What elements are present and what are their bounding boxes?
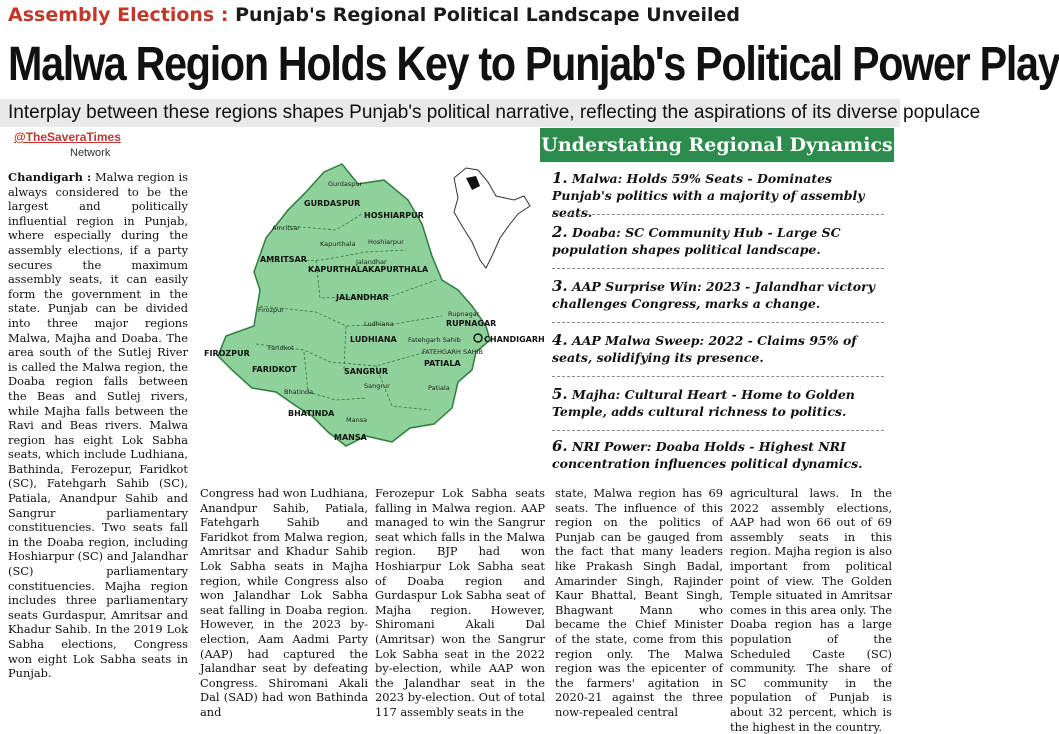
region-label-jalandhar: JALANDHAR: [336, 293, 389, 302]
town-label-gurdaspur: Gurdaspur: [328, 180, 363, 188]
panel-item-1-number: 1.: [552, 169, 568, 187]
panel-item-3-number: 3.: [552, 277, 568, 295]
town-label-jalandhar: Jalandhar: [356, 258, 387, 266]
panel-divider: [552, 214, 884, 215]
region-label-sangrur: SANGRUR: [344, 367, 389, 376]
article-column-1: [8, 170, 188, 722]
panel-divider: [552, 430, 884, 431]
panel-divider: [552, 268, 884, 269]
subhead: Interplay between these regions shapes Punjab's political narrative, reflecting the aspirations of its diverse populace: [0, 99, 900, 127]
region-label-bhatinda: BHATINDA: [288, 409, 335, 418]
region-label-ludhiana: LUDHIANA: [350, 335, 397, 344]
panel-item-3-text: AAP Surprise Win: 2023 - Jalandhar victory challenges Congress, marks a change.: [552, 279, 875, 311]
town-label-mansa: Mansa: [346, 416, 368, 424]
kicker-text: Punjab's Regional Political Landscape Unveiled: [235, 4, 741, 26]
panel-item-4: [552, 332, 884, 366]
region-label-amritsar: AMRITSAR: [260, 255, 307, 264]
regional-dynamics-panel: [540, 128, 894, 478]
panel-item-5: [552, 386, 884, 420]
article-column-2: Congress had won Ludhiana, Anandpur Sahib, Patiala, Fatehgarh Sahib and Faridkot from Malwa region, Amritsar and Khadur Sahib Lok Sabha seats in Majha region, while Congress also won Jalandhar Lok Sabha seat falling in Doaba region. However, in the 2023 by-election, Aam Aadmi Party (AAP) had captured the Jalandhar seat by defeating Congress. Shiromani Akali Dal (SAD) had won Bathinda and: [200, 486, 369, 719]
article-column-5: agricultural laws. In the 2022 assembly elections, AAP had won 66 out of 69 assembly seats in this region. Majha region is also important from political point of view. The Golden Temple situated in Amritsar comes in this area only. The Doaba region has a large population of the Scheduled Caste (SC) community. The share of SC community in the population of Punjab is about 32 percent, which is the highest in the country.: [730, 486, 892, 734]
panel-item-4-number: 4.: [552, 331, 568, 349]
panel-item-6-text: NRI Power: Doaba Holds - Highest NRI concentration influences political dynamics.: [552, 439, 863, 471]
panel-divider: [552, 322, 884, 323]
town-label-faridkot: Faridkot: [268, 344, 294, 352]
panel-item-3: [552, 278, 884, 312]
byline-handle: @TheSaveraTimes: [14, 130, 121, 144]
headline: Malwa Region Holds Key to Punjab's Political Power Play: [8, 38, 1059, 91]
town-label-amritsar: Amritsar: [272, 224, 300, 232]
article-text-1: Malwa region is always considered to be the largest and politically influential region in Punjab, where especially during the assembly elections, if a party secures the maximum assembly seats, it can easily form the government in the state. Punjab can be divided into three major regions Malwa, Majha and Doaba. The area south of the Sutlej River is called the Malwa region, the Doaba region falls between the Beas and Sutlej rivers, while Majha falls between the Ravi and Beas rivers. Malwa region has eight Lok Sabha seats, which include Ludhiana, Bathinda, Ferozepur, Faridkot (SC), Fatehgarh Sahib (SC), Patiala, Anandpur Sahib and Sangrur parliamentary constituencies. Two seats fall in the Doaba region, including Hoshiarpur (SC) and Jalandhar (SC) parliamentary constituencies. Majha region includes three parliamentary seats Gurdaspur, Amritsar and Khadur Sahib. In the 2019 Lok Sabha elections, Congress won eight Lok Sabha seats in Punjab.: [8, 170, 188, 681]
town-label-kapurthala: Kapurthala: [320, 240, 356, 248]
region-label-firozpur: FIROZPUR: [204, 349, 250, 358]
town-label-fatehgarh-sahib-district: FATEHGARH SAHIB: [422, 348, 483, 356]
town-label-rupnagar: Rupnagar: [448, 310, 480, 318]
town-label-bhatinda: Bhatinda: [284, 388, 314, 396]
region-label-gurdaspur: GURDASPUR: [304, 199, 361, 208]
town-label-ludhiana: Ludhiana: [364, 320, 394, 328]
town-label-sangrur: Sangrur: [364, 382, 390, 390]
dateline: Chandigarh :: [8, 170, 92, 184]
town-label-patiala: Patiala: [428, 384, 450, 392]
region-label-kapurthala-2: KAPURTHALA: [368, 265, 429, 274]
panel-item-2-number: 2.: [552, 223, 568, 241]
india-locator-inset: [454, 168, 530, 268]
panel-item-5-text: Majha: Cultural Heart - Home to Golden Temple, adds cultural richness to politics.: [552, 387, 855, 419]
kicker-prefix: Assembly Elections :: [8, 4, 229, 26]
panel-item-2: [552, 224, 884, 258]
panel-item-4-text: AAP Malwa Sweep: 2022 - Claims 95% of seats, solidifying its presence.: [552, 333, 857, 365]
region-label-mansa: MANSA: [334, 433, 367, 442]
region-label-chandigarh: CHANDIGARH: [484, 335, 545, 344]
panel-title: Understating Regional Dynamics: [540, 128, 894, 162]
article-column-3: Ferozepur Lok Sabha seats falling in Malwa region. AAP managed to win the Sangrur seat which falls in the Malwa region. BJP had won Hoshiarpur Lok Sabha seat of Doaba region and Gurdaspur Lok Sabha seat of Majha region. However, Shiromani Akali Dal (Amritsar) won the Sangrur Lok Sabha seat in the 2022 by-election, while AAP won the Jalandhar seat in the 2023 by-election. Out of total 117 assembly seats in the: [375, 486, 545, 719]
town-label-fatehgarh-sahib: Fatehgarh Sahib: [408, 336, 461, 344]
panel-item-2-text: Doaba: SC Community Hub - Large SC population shapes political landscape.: [552, 225, 841, 257]
town-label-firozpur: Firozpur: [258, 306, 284, 314]
region-label-kapurthala-1: KAPURTHALA: [308, 265, 369, 274]
region-label-patiala: PATIALA: [424, 359, 461, 368]
region-label-hoshiarpur: HOSHIARPUR: [364, 211, 424, 220]
panel-item-6: [552, 438, 884, 472]
town-label-hoshiarpur: Hoshiarpur: [368, 238, 404, 246]
region-label-faridkot: FARIDKOT: [252, 365, 297, 374]
region-label-rupnagar: RUPNAGAR: [446, 319, 497, 328]
punjab-map: [196, 130, 545, 480]
panel-divider: [552, 376, 884, 377]
panel-item-6-number: 6.: [552, 437, 568, 455]
panel-item-1-text: Malwa: Holds 59% Seats - Dominates Punjab's politics with a majority of assembly seats.: [552, 171, 865, 220]
panel-item-5-number: 5.: [552, 385, 568, 403]
article-column-4: state, Malwa region has 69 seats. The influence of this region on the politics of Punjab can be gauged from the fact that many leaders like Prakash Singh Badal, Amarinder Singh, Rajinder Kaur Bhattal, Beant Singh, Bhagwant Mann who became the Chief Minister of the state, come from this region only. The Malwa region was the epicenter of the farmers' agitation in 2020-21 against the three now-repealed central: [555, 486, 723, 719]
kicker: [8, 4, 892, 34]
byline-network: Network: [70, 147, 111, 159]
